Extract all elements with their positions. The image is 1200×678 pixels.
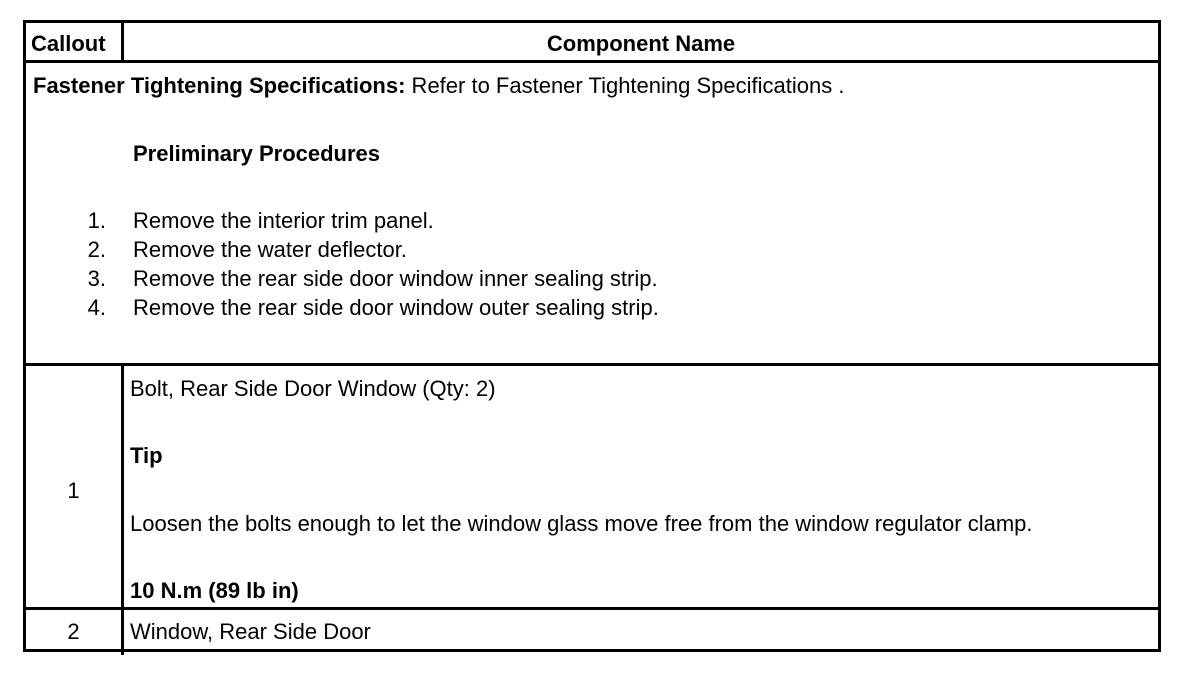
step-text: Remove the rear side door window outer sealing strip. [133,295,659,320]
row-2-component-name: Window, Rear Side Door [130,619,371,644]
row-1-callout: 1 [67,478,80,503]
step-text: Remove the water deflector. [133,237,407,262]
step-number: 1. [87,208,106,233]
step-number: 2. [87,237,106,262]
step-text: Remove the rear side door window inner sealing strip. [133,266,658,291]
spec-row-divider [26,363,1158,366]
fastener-spec-link[interactable]: Refer to Fastener Tightening Specifications . [405,73,845,98]
header-callout: Callout [31,31,106,56]
preliminary-procedures-heading: Preliminary Procedures [133,141,381,166]
row-2-callout: 2 [67,619,80,644]
step-number: 3. [87,266,106,291]
callout-column-divider [121,363,124,655]
header-divider [26,60,1158,63]
component-table [23,20,1161,652]
step-text: Remove the interior trim panel. [133,208,434,233]
tip-text: Loosen the bolts enough to let the window glass move free from the window regulator clamp. [130,511,1033,536]
torque-spec: 10 N.m (89 lb in) [130,578,299,603]
header-component-name: Component Name [546,31,736,56]
fastener-spec-line [33,73,844,99]
step-number: 4. [87,295,106,320]
fastener-spec-label: Fastener Tightening Specifications: [33,73,406,98]
tip-heading: Tip [130,443,163,468]
row-1-component-name: Bolt, Rear Side Door Window (Qty: 2) [130,376,496,401]
row-1-divider [26,607,1158,610]
